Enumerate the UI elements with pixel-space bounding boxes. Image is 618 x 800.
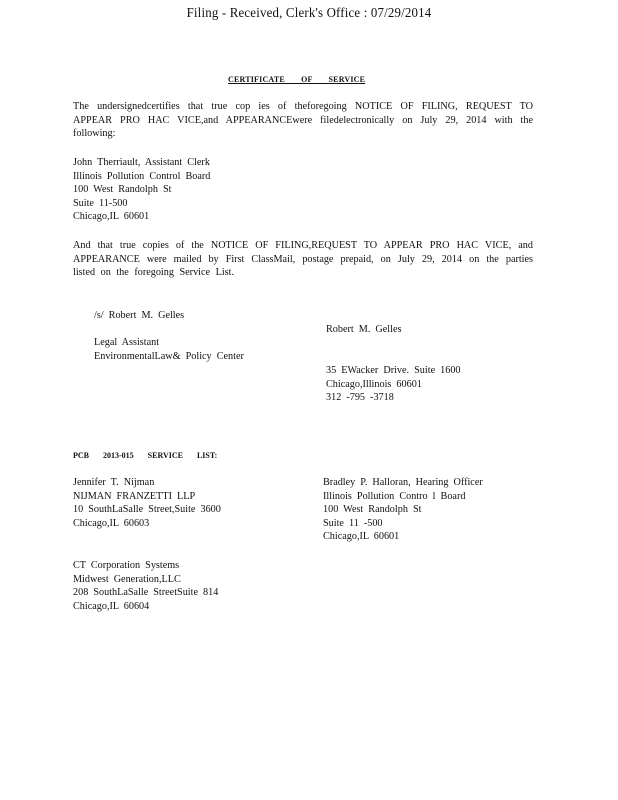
recipient-line: Chicago,IL 60601 xyxy=(73,211,150,223)
recipient-line: Suite 11-500 xyxy=(73,197,128,209)
service-line: Chicago,IL 60603 xyxy=(73,517,150,529)
signer-title-line: Legal Assistant xyxy=(94,337,160,348)
service-line: Bradley P. Halloran, Hearing Officer xyxy=(323,477,483,488)
recipient-line: John Therriault, Assistant Clerk xyxy=(73,157,210,168)
service-party-ct-corporation xyxy=(73,559,218,613)
signer-address-line: 35 EWacker Drive. Suite 1600 xyxy=(326,365,461,376)
mailing-paragraph: And that true copies of the NOTICE OF FILING,REQUEST TO APPEAR PRO HAC VICE, and APPEARANCE were mailed by First ClassMail, postage prepaid, on July 29, 2014 on the parties listed on the foregoing Service List. xyxy=(73,240,533,279)
signature-block xyxy=(94,309,184,323)
service-line: Midwest Generation,LLC xyxy=(73,573,181,585)
service-party-halloran xyxy=(323,476,483,544)
signature-line: /s/ Robert M. Gelles xyxy=(94,310,185,321)
signer-name: Robert M. Gelles xyxy=(326,324,402,335)
service-party-nijman xyxy=(73,476,221,530)
recipient-address xyxy=(73,156,210,224)
signer-address xyxy=(326,364,461,405)
service-line: 208 SouthLaSalle StreetSuite 814 xyxy=(73,587,219,599)
service-line: 10 SouthLaSalle Street,Suite 3600 xyxy=(73,504,221,516)
service-line: Chicago,IL 60601 xyxy=(323,531,400,543)
signer-address-line: 312 -795 -3718 xyxy=(326,392,394,404)
filing-stamp-header: Filing - Received, Clerk's Office : 07/29/2014 xyxy=(186,6,432,21)
service-line: Chicago,IL 60604 xyxy=(73,600,150,612)
service-line: 100 West Randolph St xyxy=(323,504,422,516)
service-list-heading: PCB 2013-015 SERVICE LIST: xyxy=(73,451,218,460)
recipient-line: 100 West Randolph St xyxy=(73,184,172,196)
document-title: CERTIFICATE OF SERVICE xyxy=(228,75,366,84)
service-line: Jennifer T. Nijman xyxy=(73,477,155,488)
certification-paragraph: The undersignedcertifies that true cop ies of theforegoing NOTICE OF FILING, REQUEST TO APPEAR PRO HAC VICE,and APPEARANCEwere filedelectronically on July 29, 2014 with the following: xyxy=(73,101,533,140)
service-line: NIJMAN FRANZETTI LLP xyxy=(73,490,196,502)
signer-title-block xyxy=(94,336,244,363)
service-line: Suite 11 -500 xyxy=(323,517,383,529)
signer-title-line: EnvironmentalLaw& Policy Center xyxy=(94,350,244,362)
service-line: CT Corporation Systems xyxy=(73,560,180,571)
recipient-line: Illinois Pollution Control Board xyxy=(73,170,211,182)
service-line: Illinois Pollution Contro l Board xyxy=(323,490,466,502)
signer-address-line: Chicago,Illinois 60601 xyxy=(326,378,422,390)
